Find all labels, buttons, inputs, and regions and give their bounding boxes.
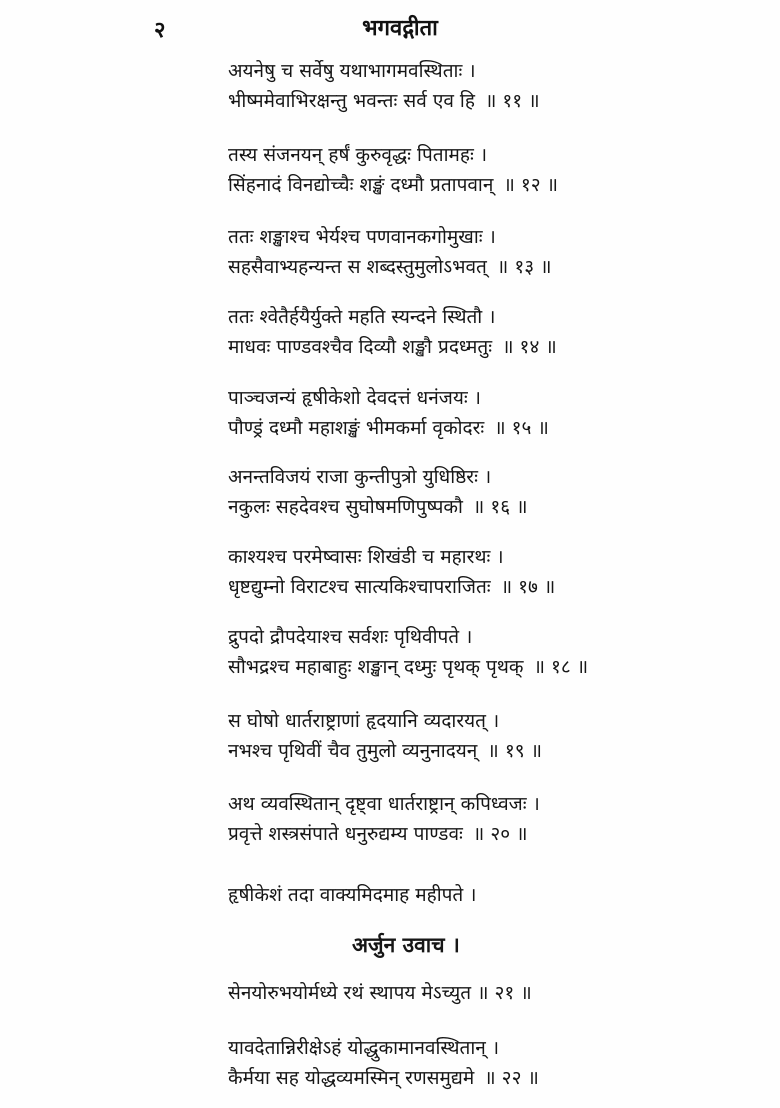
verse-number: ॥ १६ ॥ xyxy=(472,496,528,518)
verse-text: सहसैवाभ्यहन्यन्त स शब्दस्तुमुलोऽभवत् xyxy=(228,256,487,278)
verse-19 xyxy=(228,706,542,766)
verse-15 xyxy=(228,383,549,443)
verse-14 xyxy=(228,302,557,362)
verse-12 xyxy=(228,140,558,200)
verse-16 xyxy=(228,462,528,522)
verse-line xyxy=(228,170,558,200)
verse-number: ॥ ११ ॥ xyxy=(484,90,540,112)
verse-number: ॥ १९ ॥ xyxy=(487,740,543,762)
verse-number: ॥ १५ ॥ xyxy=(494,417,549,439)
verse-line xyxy=(228,1063,539,1093)
verse-number: ॥ १२ ॥ xyxy=(503,174,559,196)
verse-text: भीष्ममेवाभिरक्षन्तु भवन्तः सर्व एव हि xyxy=(228,90,475,112)
verse-line xyxy=(228,819,540,849)
verse-20 xyxy=(228,789,540,849)
verse-number: ॥ २१ ॥ xyxy=(477,982,532,1004)
verse-text: धृष्टद्युम्नो विराटश्च सात्यकिश्चापराजितः xyxy=(228,576,491,598)
verse-number: ॥ १४ ॥ xyxy=(502,336,557,358)
verse-number: ॥ २० ॥ xyxy=(472,823,528,845)
verse-text: नभश्च पृथिवीं चैव तुमुलो व्यनुनादयन् xyxy=(228,740,478,762)
verse-13 xyxy=(228,222,552,282)
verse-number: ॥ १७ ॥ xyxy=(500,576,556,598)
verse-line xyxy=(228,492,528,522)
page-number: २ xyxy=(154,18,166,43)
verse-21-intro: हृषीकेशं तदा वाक्यमिदमाह महीपते । xyxy=(228,884,477,906)
verse-number: ॥ १८ ॥ xyxy=(533,656,589,678)
verse-text: पौण्ड्रं दध्मौ महाशङ्खं भीमकर्मा वृकोदरः xyxy=(228,417,485,439)
verse-text: सौभद्रश्च महाबाहुः शङ्खान् दध्मुः पृथक् पृथक् xyxy=(228,656,524,678)
verse-line: अथ व्यवस्थितान् दृष्ट्वा धार्तराष्ट्रान् कपिध्वजः । xyxy=(228,793,540,815)
verse-text: प्रवृत्ते शस्त्रसंपाते धनुरुद्यम्य पाण्डवः xyxy=(228,823,463,845)
verse-line xyxy=(228,252,552,282)
verse-text: माधवः पाण्डवश्चैव दिव्यौ शङ्खौ प्रदध्मतुः xyxy=(228,336,493,358)
verse-text: सेनयोरुभयोर्मध्ये रथं स्थापय मेऽच्युत xyxy=(228,982,472,1004)
speaker-heading: अर्जुन उवाच । xyxy=(352,933,460,957)
verse-line: स घोषो धार्तराष्ट्राणां हृदयानि व्यदारयत् । xyxy=(228,710,500,732)
verse-line xyxy=(228,332,557,362)
verse-number: ॥ २२ ॥ xyxy=(484,1067,539,1089)
verse-line: द्रुपदो द्रौपदेयाश्च सर्वशः पृथिवीपते । xyxy=(228,626,473,648)
running-head-title: भगवद्गीता xyxy=(362,16,438,41)
verse-22 xyxy=(228,1033,539,1093)
verse-line: यावदेतान्निरीक्षेऽहं योद्धुकामानवस्थितान् । xyxy=(228,1037,500,1059)
verse-11 xyxy=(228,56,540,116)
verse-line: पाञ्चजन्यं हृषीकेशो देवदत्तं धनंजयः । xyxy=(228,387,481,409)
verse-line: अनन्तविजयं राजा कुन्तीपुत्रो युधिष्ठिरः । xyxy=(228,466,492,488)
verse-number: ॥ १३ ॥ xyxy=(496,256,552,278)
verse-line: अयनेषु च सर्वेषु यथाभागमवस्थिताः । xyxy=(228,60,476,82)
verse-line: ततः शङ्खाश्च भेर्यश्च पणवानकगोमुखाः । xyxy=(228,226,496,248)
verse-line xyxy=(228,572,555,602)
verse-text: कैर्मया सह योद्धव्यमस्मिन् रणसमुद्यमे xyxy=(228,1067,475,1089)
verse-line xyxy=(228,652,588,682)
verse-17 xyxy=(228,542,555,602)
verse-line: तस्य संजनयन् हर्षं कुरुवृद्धः पितामहः । xyxy=(228,144,488,166)
verse-text: सिंहनादं विनद्योच्चैः शङ्खं दध्मौ प्रतापवान् xyxy=(228,174,494,196)
verse-line xyxy=(228,736,542,766)
verse-text: नकुलः सहदेवश्च सुघोषमणिपुष्पकौ xyxy=(228,496,463,518)
verse-line xyxy=(228,413,549,443)
verse-18 xyxy=(228,622,588,682)
verse-21-line xyxy=(228,978,532,1008)
verse-line: काश्यश्च परमेष्वासः शिखंडी च महारथः । xyxy=(228,546,504,568)
verse-line: ततः श्वेतैर्हयैर्युक्ते महति स्यन्दने स्थितौ । xyxy=(228,306,496,328)
verse-line xyxy=(228,86,540,116)
